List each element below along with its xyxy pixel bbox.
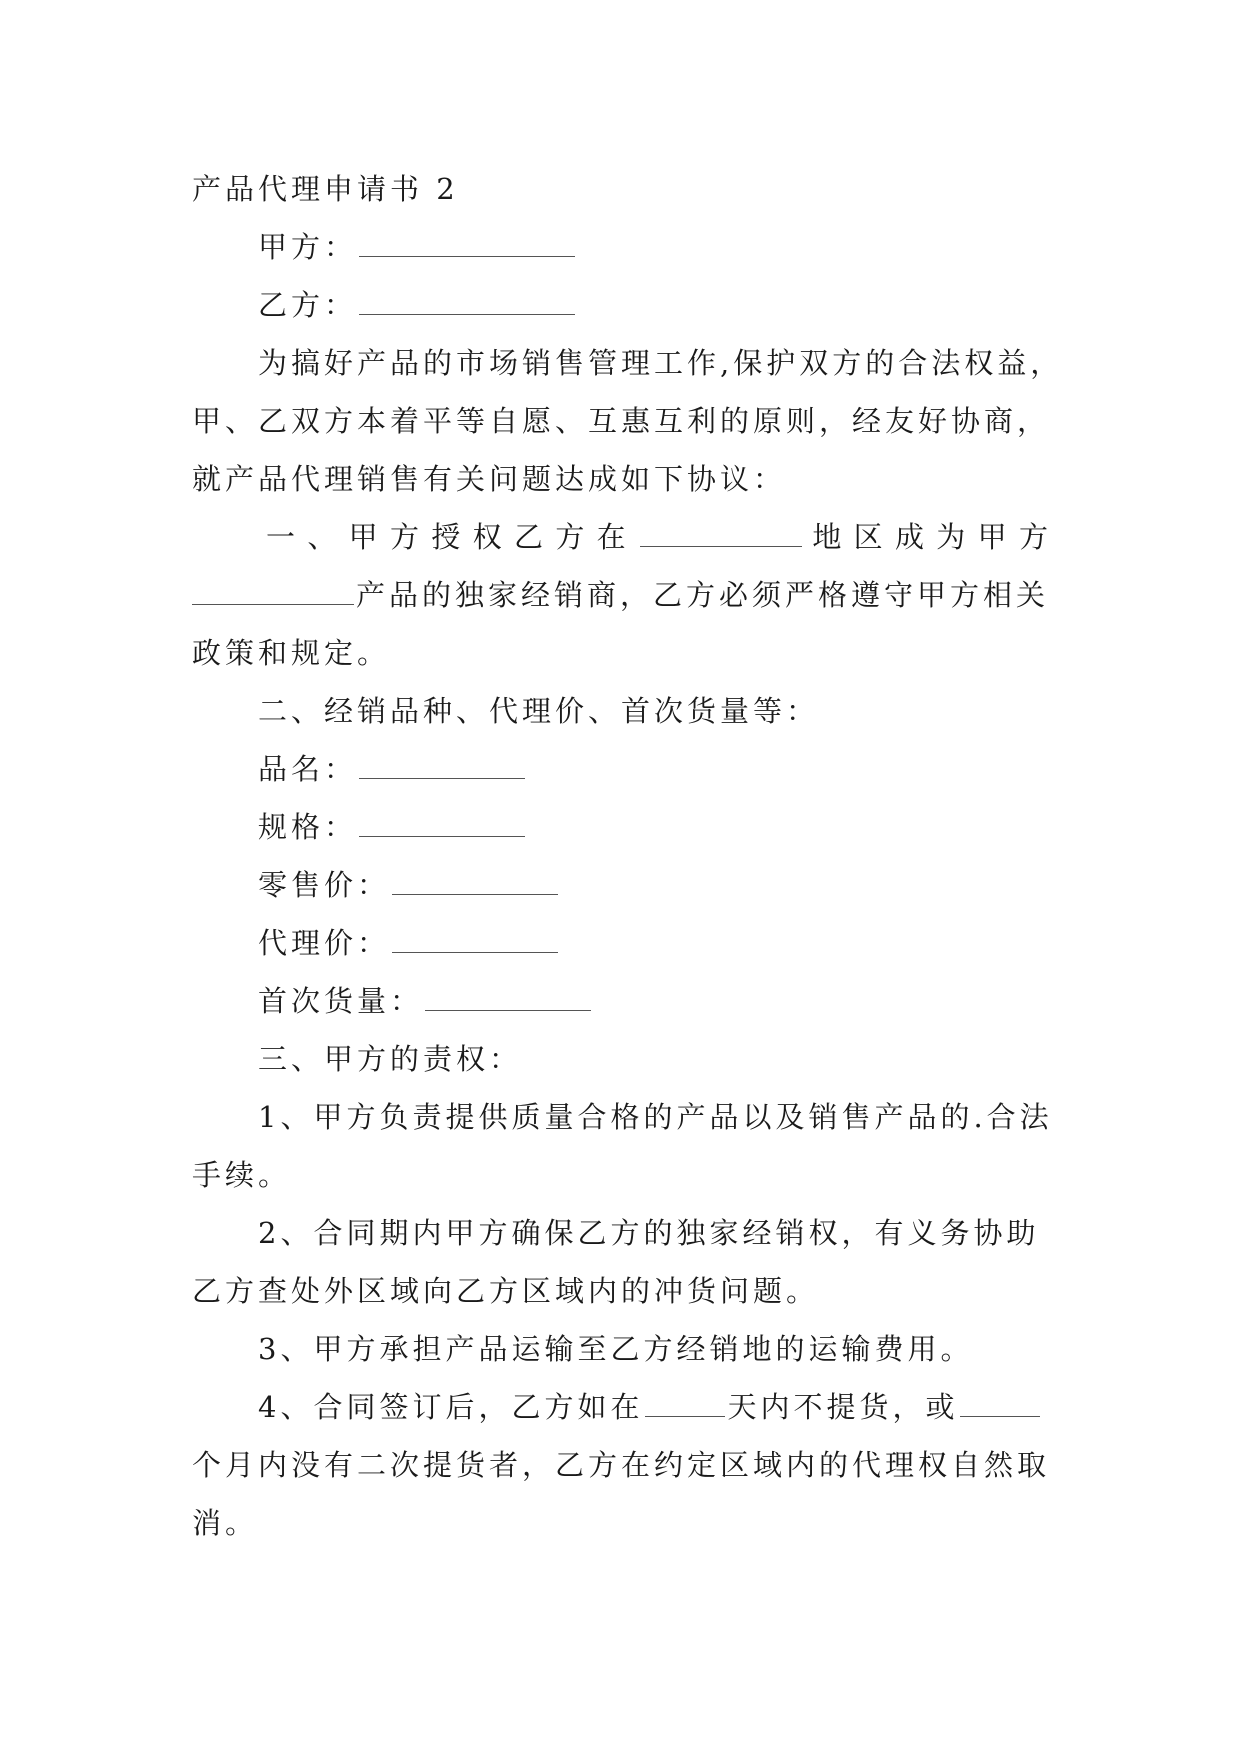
- field-first-quantity: [192, 972, 1052, 1030]
- field-label: 品名：: [258, 752, 358, 786]
- months-blank[interactable]: [960, 1386, 1040, 1417]
- days-blank[interactable]: [645, 1386, 725, 1417]
- clause1-text-c: 产品的独家经销商，乙方必须严格遵守甲方相关: [356, 578, 1050, 612]
- region-blank[interactable]: [640, 516, 802, 547]
- intro-line-1: 为搞好产品的市场销售管理工作,保护双方的合法权益，: [258, 346, 1064, 380]
- party-a-blank[interactable]: [359, 226, 575, 257]
- clause3-item3: 3、甲方承担产品运输至乙方经销地的运输费用。: [258, 1332, 974, 1366]
- field-product-name: [192, 740, 1052, 798]
- clause3-item1-line1: 1、甲方负责提供质量合格的产品以及销售产品的.合法: [258, 1100, 1053, 1134]
- field-blank[interactable]: [425, 980, 591, 1011]
- clause1-line-3: 政策和规定。: [192, 636, 391, 670]
- clause1-text-b: 地区成为甲方: [803, 520, 1052, 554]
- clause3-item4-line2: 个月内没有二次提货者，乙方在约定区域内的代理权自然取: [192, 1448, 1051, 1482]
- clause1-line-1: [192, 508, 1052, 566]
- field-blank[interactable]: [392, 922, 558, 953]
- party-a-label: 甲方：: [258, 230, 358, 264]
- field-blank[interactable]: [392, 864, 558, 895]
- field-label: 规格：: [258, 810, 358, 844]
- item4-text-a: 4、合同签订后，乙方如在: [258, 1390, 644, 1424]
- clause2-heading: 二、经销品种、代理价、首次货量等：: [258, 694, 820, 728]
- clause3-item2-line2: 乙方查处外区域向乙方区域内的冲货问题。: [192, 1274, 820, 1308]
- party-b-line: [192, 276, 1052, 334]
- intro-line-2: 甲、乙双方本着平等自愿、互惠互利的原则，经友好协商，: [192, 404, 1051, 438]
- document-body: [192, 160, 1064, 1552]
- field-agent-price: [192, 914, 1052, 972]
- product-blank[interactable]: [192, 574, 354, 605]
- party-a-line: [192, 218, 1052, 276]
- clause3-item4-line3: 消。: [192, 1506, 259, 1540]
- field-retail-price: [192, 856, 1052, 914]
- field-spec: [192, 798, 1052, 856]
- clause3-item1-line2: 手续。: [192, 1158, 292, 1192]
- field-label: 零售价：: [258, 868, 391, 902]
- document-title: 产品代理申请书 2: [192, 172, 459, 206]
- clause1-text-a: 一、甲方授权乙方在: [266, 520, 638, 554]
- party-b-label: 乙方：: [258, 288, 358, 322]
- field-blank[interactable]: [359, 748, 525, 779]
- clause1-line-2: [192, 566, 1052, 624]
- clause3-item2-line1: 2、合同期内甲方确保乙方的独家经销权，有义务协助: [258, 1216, 1040, 1250]
- clause3-item4-line1: [192, 1378, 1052, 1436]
- field-label: 代理价：: [258, 926, 391, 960]
- intro-line-3: 就产品代理销售有关问题达成如下协议：: [192, 462, 787, 496]
- clause3-heading: 三、甲方的责权：: [258, 1042, 523, 1076]
- field-label: 首次货量：: [258, 984, 424, 1018]
- party-b-blank[interactable]: [359, 284, 575, 315]
- item4-text-b: 天内不提货，或: [727, 1390, 959, 1424]
- field-blank[interactable]: [359, 806, 525, 837]
